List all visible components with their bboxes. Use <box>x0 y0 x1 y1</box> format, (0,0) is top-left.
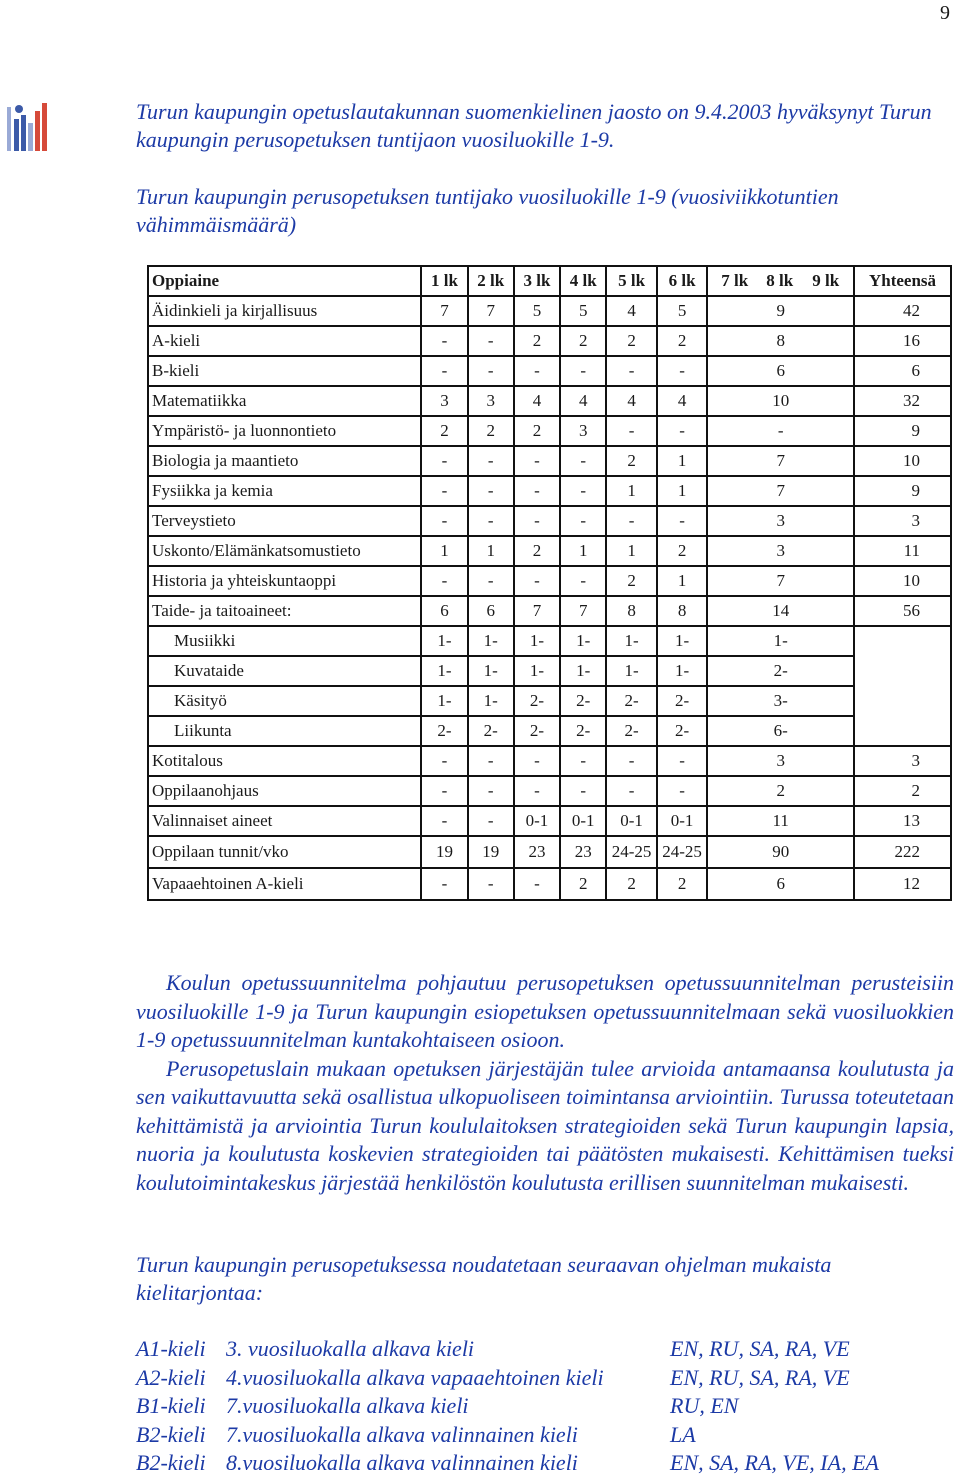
hours-cell: 0-1 <box>606 806 657 836</box>
hours-cell: 1- <box>468 656 514 686</box>
hours-cell: - <box>421 806 467 836</box>
hours-cell: 1 <box>606 536 657 566</box>
hours-cell: 8 <box>657 596 708 626</box>
hours-cell: 2- <box>657 686 708 716</box>
table-row <box>148 476 951 506</box>
language-code: B2-kieli <box>136 1421 206 1447</box>
paragraph: Perusopetuslain mukaan opetuksen järjestäjän tulee arvioida antamaansa koulutusta ja sen vaikuttavuutta sekä osallistua ulkopuoliseen toimintansa arviointiin. Turussa toteutetaan kehittämistä ja arviointia Turun koululaitoksen strategioiden sekä Turun kaupungin lapsia, nuoria ja koulutusta koskevien strategioiden tai päätösten mukaisesti. Kehittämisen tueksi koulutoimintakeskus järjestää henkilöstön koulutusta erillisen suunnitelman mukaisesti. <box>136 1055 954 1195</box>
intro-text: Turun kaupungin opetuslautakunnan suomenkielinen jaosto on 9.4.2003 hyväksynyt Turun kaupungin perusopetuksen tuntijaon vuosiluokille 1-9. <box>136 99 932 152</box>
subject-cell: Oppilaan tunnit/vko <box>148 836 421 868</box>
hours-cell: - <box>606 776 657 806</box>
hours-cell: - <box>421 446 467 476</box>
total-cell: 16 <box>854 326 951 356</box>
hours-cell: 6 <box>707 868 854 900</box>
hours-cell: - <box>514 566 560 596</box>
column-header-grades-7-9 <box>707 266 854 296</box>
language-options: LA <box>670 1421 696 1447</box>
hours-cell: - <box>468 868 514 900</box>
hours-cell: 1- <box>657 656 708 686</box>
subject-cell: Valinnaiset aineet <box>148 806 421 836</box>
hours-cell: 7 <box>468 296 514 326</box>
subject-cell: Biologia ja maantieto <box>148 446 421 476</box>
subject-cell: Käsityö <box>148 686 421 716</box>
total-cell: 13 <box>854 806 951 836</box>
hours-cell: - <box>421 776 467 806</box>
hours-cell: 2- <box>421 716 467 746</box>
hours-cell: - <box>514 506 560 536</box>
hours-cell: 2 <box>514 326 560 356</box>
hours-cell: - <box>421 868 467 900</box>
hours-cell: 3 <box>707 506 854 536</box>
column-header: 1 lk <box>421 266 467 296</box>
subject-cell: Oppilaanohjaus <box>148 776 421 806</box>
table-row <box>148 806 951 836</box>
hours-cell: 19 <box>468 836 514 868</box>
language-row <box>136 1450 952 1479</box>
hours-cell: 3 <box>707 746 854 776</box>
hours-cell: - <box>560 506 606 536</box>
language-options: EN, RU, SA, RA, VE <box>670 1336 850 1361</box>
column-header: 6 lk <box>657 266 708 296</box>
hours-cell: - <box>657 356 708 386</box>
hours-cell: - <box>468 446 514 476</box>
table-row <box>148 506 951 536</box>
language-intro: Turun kaupungin perusopetuksessa noudatetaan seuraavan ohjelman mukaista kielitarjontaa: <box>136 1252 832 1305</box>
subject-cell: Ympäristö- ja luonnontieto <box>148 416 421 446</box>
hours-cell: - <box>468 776 514 806</box>
hours-cell: 2- <box>560 686 606 716</box>
hours-cell: 2- <box>606 686 657 716</box>
table-subrow <box>148 656 951 686</box>
hours-cell: 24-25 <box>657 836 708 868</box>
column-header: 2 lk <box>468 266 514 296</box>
language-description: 7.vuosiluokalla alkava kieli <box>226 1393 469 1418</box>
hours-cell: - <box>514 868 560 900</box>
hours-cell: 4 <box>514 386 560 416</box>
hours-cell: 2- <box>560 716 606 746</box>
hours-cell: 14 <box>707 596 854 626</box>
hours-cell: 1- <box>657 626 708 656</box>
hours-cell: 2- <box>606 716 657 746</box>
table-title: Turun kaupungin perusopetuksen tuntijako vuosiluokille 1-9 (vuosiviikkotuntien vähimmäismäärä) <box>136 184 839 237</box>
subject-cell: Liikunta <box>148 716 421 746</box>
subject-cell: Fysiikka ja kemia <box>148 476 421 506</box>
table-row <box>148 776 951 806</box>
hours-cell: - <box>468 476 514 506</box>
hours-cell: - <box>514 746 560 776</box>
table-row <box>148 296 951 326</box>
subject-cell: Matematiikka <box>148 386 421 416</box>
body-text <box>136 969 954 1197</box>
subject-cell: Historia ja yhteiskuntaoppi <box>148 566 421 596</box>
hours-cell: 1- <box>421 626 467 656</box>
hours-cell: 0-1 <box>560 806 606 836</box>
table-row <box>148 868 951 900</box>
hours-cell: 2- <box>468 716 514 746</box>
language-description: 4.vuosiluokalla alkava vapaaehtoinen kieli <box>226 1364 604 1390</box>
column-header: Yhteensä <box>854 266 951 296</box>
hours-cell: 2 <box>606 566 657 596</box>
hours-cell: - <box>514 776 560 806</box>
total-cell: 6 <box>854 356 951 386</box>
hours-cell: 23 <box>514 836 560 868</box>
hours-cell: 5 <box>514 296 560 326</box>
hours-cell: 6 <box>421 596 467 626</box>
table-row <box>148 536 951 566</box>
hours-cell: 1- <box>468 626 514 656</box>
table-subrow <box>148 626 951 656</box>
hours-cell: 2- <box>657 716 708 746</box>
hours-cell: - <box>468 506 514 536</box>
hours-cell: 3 <box>707 536 854 566</box>
hours-cell: 2 <box>657 326 708 356</box>
total-cell: 222 <box>854 836 951 868</box>
language-row <box>136 1336 952 1365</box>
total-cell: 10 <box>854 446 951 476</box>
page-number: 9 <box>940 2 950 24</box>
hours-cell: 1- <box>514 626 560 656</box>
language-code: A1-kieli <box>136 1336 206 1361</box>
total-cell: 3 <box>854 506 951 536</box>
total-cell: 2 <box>854 776 951 806</box>
hours-cell: - <box>560 356 606 386</box>
hours-cell: - <box>514 356 560 386</box>
table-row <box>148 596 951 626</box>
hours-cell: 2 <box>606 868 657 900</box>
table-row <box>148 386 951 416</box>
timetable <box>147 265 952 901</box>
language-row <box>136 1393 952 1422</box>
paragraph: Koulun opetussuunnitelma pohjautuu perusopetuksen opetussuunnitelman perusteisiin vuosiluokille 1-9 ja Turun kaupungin esiopetuksen opetussuunnitelmaan sekä vuosiluokkien 1-9 opetussuunnitelman kuntakohtaiseen osioon. <box>136 970 954 1052</box>
hours-cell: 4 <box>657 386 708 416</box>
hours-cell: 8 <box>707 326 854 356</box>
table-row <box>148 326 951 356</box>
language-list <box>136 1336 952 1479</box>
hours-cell: 0-1 <box>514 806 560 836</box>
language-description: 8.vuosiluokalla alkava valinnainen kieli <box>226 1450 578 1475</box>
hours-cell: 10 <box>707 386 854 416</box>
hours-cell: 90 <box>707 836 854 868</box>
total-cell: 56 <box>854 596 951 626</box>
hours-cell: - <box>560 566 606 596</box>
city-logo-bar-chart-icon <box>5 97 53 153</box>
table-row <box>148 566 951 596</box>
hours-cell: 1- <box>514 656 560 686</box>
hours-cell: - <box>421 746 467 776</box>
hours-cell: 7 <box>514 596 560 626</box>
subject-cell: Kuvataide <box>148 656 421 686</box>
language-options: EN, RU, SA, RA, VE <box>670 1364 850 1390</box>
hours-cell: 2 <box>560 326 606 356</box>
table-row <box>148 356 951 386</box>
hours-cell: 2- <box>514 716 560 746</box>
hours-cell: 6 <box>468 596 514 626</box>
total-cell: 42 <box>854 296 951 326</box>
hours-cell: 2 <box>657 536 708 566</box>
hours-cell: - <box>421 506 467 536</box>
hours-cell: 6- <box>707 716 854 746</box>
column-header: 3 lk <box>514 266 560 296</box>
hours-cell: 1- <box>707 626 854 656</box>
hours-cell: 4 <box>560 386 606 416</box>
subject-cell: Uskonto/Elämänkatsomustieto <box>148 536 421 566</box>
total-cell: 12 <box>854 868 951 900</box>
column-header: 9 lk <box>812 271 840 290</box>
hours-cell: - <box>657 416 708 446</box>
hours-cell: 2 <box>514 536 560 566</box>
total-cell: 3 <box>854 746 951 776</box>
hours-cell: 1- <box>468 686 514 716</box>
subject-cell: Vapaaehtoinen A-kieli <box>148 868 421 900</box>
hours-cell: - <box>560 446 606 476</box>
hours-cell: 2 <box>514 416 560 446</box>
table-header-row <box>148 266 951 296</box>
hours-cell: 1- <box>560 626 606 656</box>
hours-cell: - <box>606 416 657 446</box>
hours-cell: - <box>560 776 606 806</box>
hours-cell: 7 <box>707 566 854 596</box>
hours-cell: - <box>421 356 467 386</box>
language-description: 3. vuosiluokalla alkava kieli <box>226 1336 475 1361</box>
hours-cell: 2 <box>707 776 854 806</box>
subject-cell: Terveystieto <box>148 506 421 536</box>
hours-cell: 4 <box>606 296 657 326</box>
hours-cell: - <box>421 566 467 596</box>
table-row <box>148 746 951 776</box>
total-cell: 9 <box>854 416 951 446</box>
hours-cell: 3- <box>707 686 854 716</box>
hours-cell: 23 <box>560 836 606 868</box>
hours-cell: 3 <box>468 386 514 416</box>
language-code: B1-kieli <box>136 1393 206 1418</box>
hours-cell: 7 <box>707 476 854 506</box>
hours-cell: 1 <box>421 536 467 566</box>
subject-cell: Kotitalous <box>148 746 421 776</box>
hours-cell: - <box>560 746 606 776</box>
hours-cell: 1 <box>657 566 708 596</box>
table-row <box>148 836 951 868</box>
hours-cell: - <box>514 476 560 506</box>
subject-cell: Äidinkieli ja kirjallisuus <box>148 296 421 326</box>
total-cell: 11 <box>854 536 951 566</box>
hours-cell: 1 <box>468 536 514 566</box>
hours-cell: - <box>468 356 514 386</box>
total-cell: 10 <box>854 566 951 596</box>
hours-cell: 1- <box>560 656 606 686</box>
hours-cell: - <box>421 326 467 356</box>
language-options: EN, SA, RA, VE, IA, EA <box>670 1450 879 1475</box>
hours-cell: - <box>468 746 514 776</box>
language-options: RU, EN <box>670 1393 739 1418</box>
hours-cell: 1 <box>657 476 708 506</box>
hours-cell: 1- <box>606 656 657 686</box>
hours-cell: - <box>606 746 657 776</box>
language-row <box>136 1422 952 1451</box>
hours-cell: 1 <box>560 536 606 566</box>
hours-cell: - <box>421 476 467 506</box>
table-row <box>148 446 951 476</box>
column-header: 5 lk <box>606 266 657 296</box>
total-cell: 32 <box>854 386 951 416</box>
hours-cell: 3 <box>421 386 467 416</box>
hours-cell: - <box>657 506 708 536</box>
language-row <box>136 1365 952 1394</box>
hours-cell: 19 <box>421 836 467 868</box>
hours-cell: 2 <box>468 416 514 446</box>
subject-cell: A-kieli <box>148 326 421 356</box>
hours-cell: 2- <box>514 686 560 716</box>
hours-cell: - <box>657 746 708 776</box>
hours-cell: 6 <box>707 356 854 386</box>
hours-cell: - <box>468 566 514 596</box>
column-header: 7 lk <box>721 271 749 290</box>
hours-cell: 4 <box>606 386 657 416</box>
hours-cell: 1- <box>421 656 467 686</box>
hours-cell: 3 <box>560 416 606 446</box>
hours-cell: 2 <box>657 868 708 900</box>
hours-cell: - <box>606 506 657 536</box>
hours-cell: 0-1 <box>657 806 708 836</box>
subject-cell: Musiikki <box>148 626 421 656</box>
empty-total-cell <box>854 626 951 746</box>
language-description: 7.vuosiluokalla alkava valinnainen kieli <box>226 1421 578 1447</box>
hours-cell: - <box>468 326 514 356</box>
hours-cell: 9 <box>707 296 854 326</box>
subject-cell: Taide- ja taitoaineet: <box>148 596 421 626</box>
hours-cell: - <box>606 356 657 386</box>
hours-cell: 2 <box>560 868 606 900</box>
hours-cell: 7 <box>560 596 606 626</box>
hours-cell: - <box>514 446 560 476</box>
hours-cell: - <box>560 476 606 506</box>
column-header: Oppiaine <box>148 266 421 296</box>
hours-cell: 1- <box>421 686 467 716</box>
language-code: B2-kieli <box>136 1450 206 1475</box>
hours-cell: - <box>657 776 708 806</box>
total-cell: 9 <box>854 476 951 506</box>
language-code: A2-kieli <box>136 1364 206 1390</box>
hours-cell: 2 <box>606 326 657 356</box>
hours-cell: 1 <box>606 476 657 506</box>
column-header: 4 lk <box>560 266 606 296</box>
table-row <box>148 416 951 446</box>
table-subrow <box>148 716 951 746</box>
hours-cell: 1 <box>657 446 708 476</box>
hours-cell: 11 <box>707 806 854 836</box>
hours-cell: 7 <box>707 446 854 476</box>
hours-cell: 1- <box>606 626 657 656</box>
hours-cell: 8 <box>606 596 657 626</box>
table-subrow <box>148 686 951 716</box>
hours-cell: 2 <box>606 446 657 476</box>
hours-cell: 2- <box>707 656 854 686</box>
hours-cell: 5 <box>657 296 708 326</box>
hours-cell: 5 <box>560 296 606 326</box>
hours-cell: - <box>468 806 514 836</box>
hours-cell: 7 <box>421 296 467 326</box>
hours-cell: 2 <box>421 416 467 446</box>
subject-cell: B-kieli <box>148 356 421 386</box>
hours-cell: - <box>707 416 854 446</box>
column-header: 8 lk <box>766 271 794 290</box>
hours-cell: 24-25 <box>606 836 657 868</box>
